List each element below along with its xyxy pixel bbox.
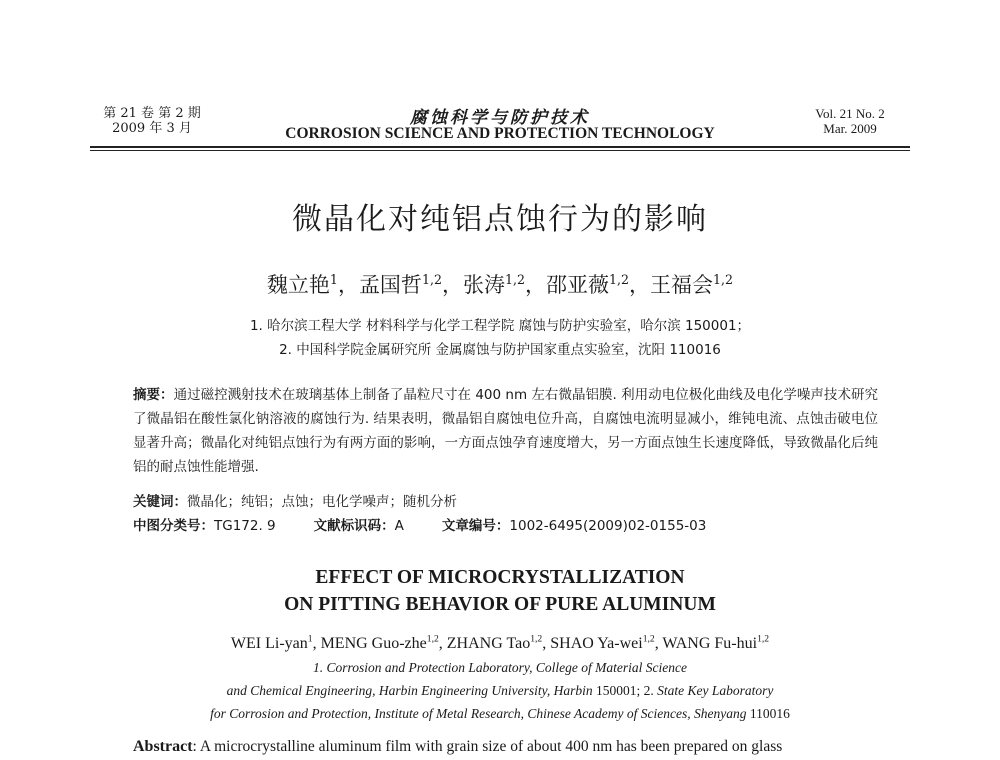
abstract-en-label: Abstract [133, 738, 193, 755]
header-rule-thin [90, 150, 910, 151]
journal-name-cn: 腐蚀科学与防护技术 [410, 108, 590, 128]
author-en: WEI Li-yan$^1$, [230, 634, 321, 653]
author-en: MENG Guo-zhe$^{1,2}$, [320, 634, 447, 653]
article-number: 文章编号：1002-6495(2009)02-0155-03 [441, 518, 707, 534]
keywords-cn-label: 关键词： [133, 494, 187, 510]
date-en-text: Mar. 2009 [823, 121, 877, 136]
affiliation-en-line-1: 1. Corrosion and Protection Laboratory, College of Material Science [313, 660, 687, 675]
author-en: WANG Fu-hui$^{1,2}$ [662, 634, 770, 653]
author-cn: 邵亚薇$^{1,2}$， [546, 272, 651, 297]
author-en: SHAO Ya-wei$^{1,2}$, [550, 634, 663, 653]
title-en-line-2: ON PITTING BEHAVIOR OF PURE ALUMINUM [284, 594, 716, 615]
authors-cn [0, 269, 1000, 299]
keywords-cn [133, 490, 878, 510]
vol-issue-cn-text: 第 21 卷 第 2 期 [103, 106, 201, 121]
volume-issue-cn [92, 106, 212, 136]
author-cn: 张涛$^{1,2}$， [462, 272, 546, 297]
abstract-en [133, 738, 893, 756]
author-cn: 王福会$^{1,2}$ [650, 272, 734, 297]
title-cn: 微晶化对纯铝点蚀行为的影响 [292, 202, 708, 237]
clc-number: 中图分类号：TG172. 9 [133, 518, 276, 534]
volume-issue-en [795, 106, 905, 136]
affiliation-en-line-3: for Corrosion and Protection, Institute of Metal Research, Chinese Academy of Sciences, Shenyang 110016 [210, 706, 790, 721]
date-cn-text: 2009 年 3 月 [112, 121, 192, 136]
abstract-cn [133, 383, 878, 479]
author-cn: 魏立艳$^1$， [266, 272, 359, 297]
title-en-line-1: EFFECT OF MICROCRYSTALLIZATION [315, 567, 685, 588]
keywords-cn-text: 微晶化；纯铝；点蚀；电化学噪声；随机分析 [187, 494, 457, 510]
document-code: 文献标识码：A [313, 518, 404, 534]
abstract-en-text: : A microcrystalline aluminum film with grain size of about 400 nm has been prepared on glass [192, 738, 783, 755]
affiliation-cn-2: 2. 中国科学院金属研究所 金属腐蚀与防护国家重点实验室，沈阳 110016 [279, 342, 721, 358]
author-cn: 孟国哲$^{1,2}$， [358, 272, 463, 297]
vol-issue-en-text: Vol. 21 No. 2 [815, 106, 885, 121]
header-rule-thick [90, 146, 910, 148]
author-en: ZHANG Tao$^{1,2}$, [446, 634, 551, 653]
abstract-cn-label: 摘要： [133, 387, 174, 403]
authors-en [0, 634, 1000, 653]
abstract-cn-text: 通过磁控溅射技术在玻璃基体上制备了晶粒尺寸在 400 nm 左右微晶铝膜. 利用动电位极化曲线及电化学噪声技术研究了微晶铝在酸性氯化钠溶液的腐蚀行为. 结果表明，微晶铝自腐蚀电位升高，自腐蚀电流明显减小，维钝电流、点蚀击破电位显著升高；微晶化对纯铝点蚀行为有两方面的影响，一方面点蚀孕育速度增大，另一方面点蚀生长速度降低，导致微晶化后纯铝的耐点蚀性能增强. [133, 387, 878, 475]
affiliation-en-line-2: and Chemical Engineering, Harbin Engineering University, Harbin 150001; 2. State Key Laboratory [226, 683, 774, 698]
classification-row [133, 514, 878, 534]
affiliation-cn-1: 1. 哈尔滨工程大学 材料科学与化学工程学院 腐蚀与防护实验室，哈尔滨 150001； [249, 318, 751, 334]
journal-name-en: CORROSION SCIENCE AND PROTECTION TECHNOLOGY [285, 125, 715, 142]
